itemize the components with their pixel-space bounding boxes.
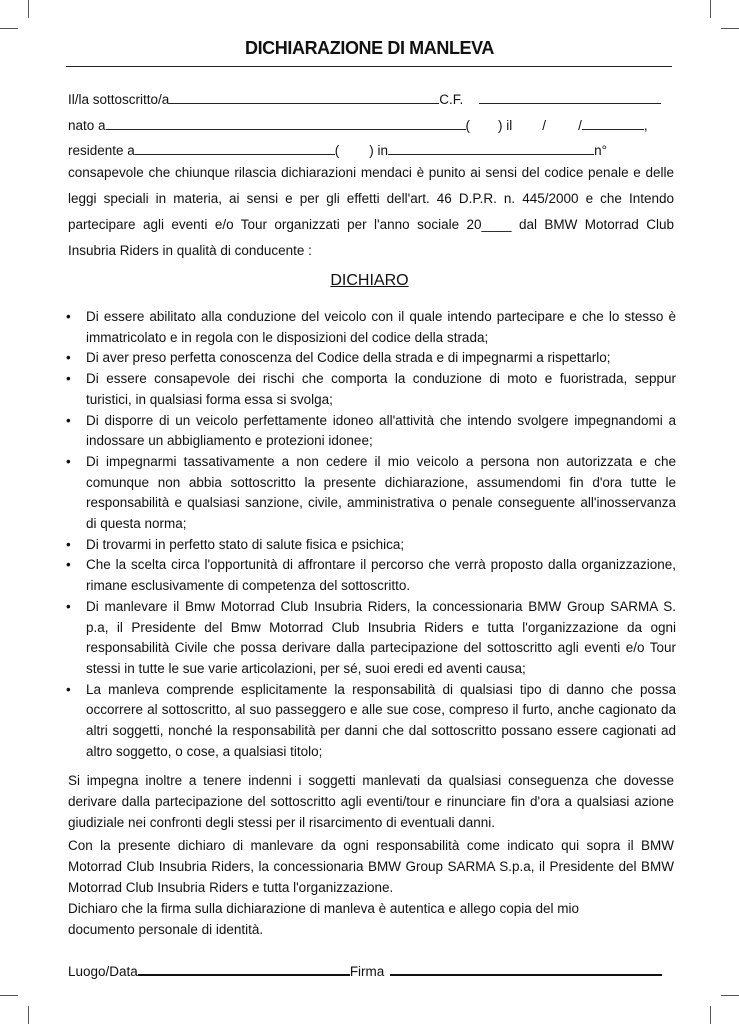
signature-label: Firma bbox=[349, 964, 385, 979]
crop-mark bbox=[710, 1006, 711, 1024]
comma: , bbox=[643, 118, 648, 133]
list-item bbox=[64, 597, 676, 680]
undersigned-line bbox=[68, 91, 661, 107]
undersigned-label: Il/la sottoscritto/a bbox=[68, 92, 170, 107]
born-label: nato a bbox=[68, 118, 106, 133]
birth-year-field[interactable] bbox=[582, 117, 644, 130]
crop-mark bbox=[28, 0, 29, 18]
signature-field[interactable] bbox=[390, 962, 662, 976]
intro-paragraph: consapevole che chiunque rilascia dichiarazioni mendaci è punito ai sensi del codice penale e delle leggi speciali in materia, ai sensi e per gli effetti dell'art. 46 D.P.R. n. 445/2000 e che Intendo partecipare agli eventi e/o Tour organizzati per l'anno sociale 20____ dal BMW Motorrad Club Insubria Riders in qualità di conducente : bbox=[68, 165, 674, 258]
list-item-text: Di impegnarmi tassativamente a non cedere il mio veicolo a persona non autorizzata e che comunque non abbia sottoscritto la presente dichiarazione, assumendomi fin d'ora tutte le responsabilità e qualsiasi sanzione, civile, amministrativa o penale conseguente all'inosservanza di questa norma; bbox=[86, 453, 676, 532]
list-item bbox=[64, 555, 676, 596]
street-field[interactable] bbox=[388, 142, 594, 155]
title-divider bbox=[66, 66, 672, 67]
list-item bbox=[64, 452, 676, 535]
bullet-icon: • bbox=[66, 453, 71, 469]
list-item-text: Di trovarmi in perfetto stato di salute fisica e psichica; bbox=[86, 536, 405, 552]
declaration-list bbox=[64, 307, 676, 762]
resident-label: residente a bbox=[68, 143, 135, 158]
cf-field[interactable] bbox=[479, 91, 661, 104]
list-item-text: Di essere consapevole dei rischi che comporta la conduzione di moto e fuoristrada, seppur turistici, in qualsiasi forma essa si svolga; bbox=[86, 371, 676, 407]
bullet-icon: • bbox=[66, 371, 71, 387]
name-field[interactable] bbox=[169, 91, 439, 104]
list-item-text: Di disporre di un veicolo perfettamente idoneo all'attività che intendo svolgere impegnandomi a indossare un abbigliamento e protezioni idonee; bbox=[86, 412, 676, 449]
number-label: n° bbox=[594, 143, 607, 158]
declare-heading: DICHIARO bbox=[330, 272, 409, 289]
residence-field[interactable] bbox=[135, 142, 335, 155]
list-item bbox=[64, 535, 676, 556]
bullet-icon: • bbox=[66, 598, 71, 614]
place-date-label: Luogo/Data bbox=[68, 964, 138, 979]
date-slash: / bbox=[578, 118, 582, 133]
list-item bbox=[64, 680, 676, 763]
list-item-text: Di aver preso perfetta conoscenza del Codice della strada e di impegnarmi a rispettarlo; bbox=[86, 350, 611, 366]
list-item-text: Che la scelta circa l'opportunità di affrontare il percorso che verrà proposto dalla organizzazione, rimane esclusivamente di competenza del sottoscritto. bbox=[86, 557, 676, 594]
residence-line bbox=[68, 142, 607, 158]
birthplace-field[interactable] bbox=[106, 117, 466, 130]
list-item-text: Di manlevare il Bmw Motorrad Club Insubria Riders, la concessionaria BMW Group SARMA S. p.a, il Presidente del Bmw Motorrad Club Insubria Riders e tutta l'organizzazione da ogni responsabilità Civile che possa derivare dalla partecipazione del sottoscritto agli eventi e/o Tour stessi in tutte le sue varie articolazioni, per sé, suoi eredi ed aventi causa; bbox=[86, 598, 676, 676]
cf-label: C.F. bbox=[439, 92, 464, 107]
bullet-icon: • bbox=[66, 557, 71, 573]
list-item bbox=[64, 348, 676, 369]
birth-line bbox=[68, 117, 648, 133]
list-item bbox=[64, 411, 676, 452]
bullet-icon: • bbox=[66, 536, 71, 552]
list-item bbox=[64, 307, 676, 348]
authenticity-paragraph: Dichiaro che la firma sulla dichiarazione di manleva è autentica e allego copia del mio documento personale di identità. bbox=[68, 901, 580, 937]
open-paren: ( bbox=[465, 118, 471, 133]
document-title: DICHIARAZIONE DI MANLEVA bbox=[244, 38, 495, 58]
crop-mark bbox=[28, 1006, 29, 1024]
release-paragraph: Con la presente dichiaro di manlevare da ogni responsabilità come indicato qui sopra il BMW Motorrad Club Insubria Riders, la concessionaria BMW Group SARMA S.p.a, il Presidente del BMW Motorrad Club Insubria Riders e tutta l'organizzazione. bbox=[68, 838, 674, 895]
crop-mark bbox=[710, 0, 711, 18]
indemnity-paragraph: Si impegna inoltre a tenere indenni i soggetti manlevati da qualsiasi conseguenza che dovesse derivare dalla partecipazione del sottoscritto agli eventi/tour e rinunciare fin d'ora a qualsiasi azione giudiziale nei confronti degli stessi per il risarcimento di eventuali danni. bbox=[68, 773, 674, 830]
list-item-text: La manleva comprende esplicitamente la responsabilità di qualsiasi tipo di danno che possa occorrere al sottoscritto, al suo passeggero e alle sue cose, compreso il furto, anche cagionato da altri soggetti, nonché la responsabilità per danni che dal sottoscritto possano essere cagionati ad altro soggetto, o cose, a qualsiasi titolo; bbox=[86, 681, 676, 759]
open-paren: ( bbox=[334, 143, 340, 158]
place-date-field[interactable] bbox=[138, 962, 350, 976]
bullet-icon: • bbox=[66, 681, 71, 697]
crop-mark bbox=[0, 995, 18, 996]
list-item bbox=[64, 369, 676, 410]
in-label: ) in bbox=[369, 143, 389, 158]
signature-line bbox=[68, 962, 674, 979]
close-paren-il: ) il bbox=[498, 118, 513, 133]
bullet-icon: • bbox=[66, 350, 71, 366]
crop-mark bbox=[0, 28, 18, 29]
crop-mark bbox=[721, 28, 739, 29]
bullet-icon: • bbox=[66, 309, 71, 324]
list-item-text: Di essere abilitato alla conduzione del veicolo con il quale intendo partecipare e che lo stesso è immatricolato e in regola con le disposizioni del codice della strada; bbox=[86, 309, 676, 345]
crop-mark bbox=[721, 995, 739, 996]
bullet-icon: • bbox=[66, 412, 71, 428]
date-slash: / bbox=[542, 118, 547, 133]
